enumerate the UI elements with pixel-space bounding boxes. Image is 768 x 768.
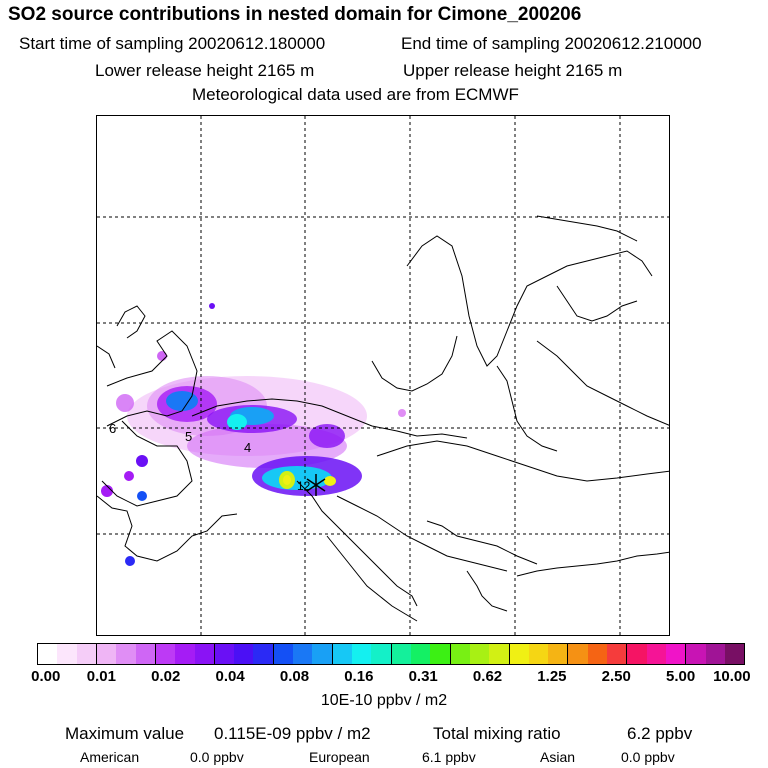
colorbar-segment xyxy=(607,644,626,664)
colorbar-segment xyxy=(136,644,155,664)
colorbar-segment xyxy=(77,644,96,664)
colorbar-segment xyxy=(509,644,529,664)
total-mixing-value: 6.2 ppbv xyxy=(627,724,693,743)
colorbar-segment xyxy=(332,644,352,664)
colorbar-segment xyxy=(391,644,411,664)
lower-release-height: Lower release height 2165 m xyxy=(95,61,315,80)
colorbar-segment xyxy=(411,644,430,664)
colorbar-tick-label: 0.04 xyxy=(215,668,245,685)
colorbar-tick-label: 0.16 xyxy=(344,668,374,685)
colorbar-segment xyxy=(312,644,331,664)
colorbar-tick-label: 5.00 xyxy=(666,668,696,685)
region-european-value: 6.1 ppbv xyxy=(422,749,476,765)
colorbar-tick-label: 0.62 xyxy=(472,668,503,685)
colorbar-ticks xyxy=(0,668,768,690)
colorbar-segment xyxy=(430,644,449,664)
region-american-value: 0.0 ppbv xyxy=(190,749,244,765)
colorbar-tick-label: 0.31 xyxy=(408,668,438,685)
max-value: 0.115E-09 ppbv / m2 xyxy=(214,724,371,743)
colorbar-unit: 10E-10 ppbv / m2 xyxy=(320,692,448,709)
colorbar-segment xyxy=(293,644,312,664)
lat-lon-grid xyxy=(97,116,670,636)
colorbar-segment xyxy=(352,644,371,664)
region-asian-name: Asian xyxy=(540,749,576,765)
colorbar-segment xyxy=(195,644,214,664)
map-label-5: 5 xyxy=(185,429,193,444)
colorbar-segment xyxy=(626,644,646,664)
colorbar-segment xyxy=(470,644,489,664)
colorbar-tick-label: 1.25 xyxy=(537,668,567,685)
colorbar-segment xyxy=(685,644,705,664)
colorbar-segment xyxy=(214,644,234,664)
region-european-name: European xyxy=(309,749,370,765)
colorbar-segment xyxy=(450,644,470,664)
colorbar-segment xyxy=(38,644,57,664)
colorbar-segment xyxy=(96,644,116,664)
colorbar-tick-label: 2.50 xyxy=(601,668,631,685)
max-value-label: Maximum value xyxy=(65,724,185,743)
colorbar-segment xyxy=(706,644,725,664)
colorbar-segment xyxy=(647,644,666,664)
map-label-6: 6 xyxy=(109,421,117,436)
colorbar-segment xyxy=(175,644,194,664)
colorbar-segment xyxy=(529,644,548,664)
colorbar-segment xyxy=(253,644,272,664)
start-time: Start time of sampling 20020612.180000 xyxy=(19,34,326,53)
map-canvas xyxy=(97,116,670,636)
colorbar xyxy=(37,643,745,665)
colorbar-segment xyxy=(155,644,175,664)
colorbar-tick-label: 10.00 xyxy=(713,668,751,685)
map-label-12: 12 xyxy=(297,479,311,493)
colorbar-segment xyxy=(273,644,293,664)
met-data-source: Meteorological data used are from ECMWF xyxy=(192,85,519,104)
region-american-name: American xyxy=(80,749,140,765)
concentration-field xyxy=(101,303,406,566)
colorbar-segment xyxy=(116,644,135,664)
colorbar-tick-label: 0.01 xyxy=(86,668,116,685)
map-label-4: 4 xyxy=(244,440,252,455)
colorbar-segment xyxy=(234,644,253,664)
colorbar-segment xyxy=(489,644,508,664)
colorbar-segment xyxy=(588,644,607,664)
colorbar-tick-label: 0.08 xyxy=(279,668,310,685)
region-asian-value: 0.0 ppbv xyxy=(621,749,675,765)
map-panel[interactable] xyxy=(96,115,670,636)
page-title: SO2 source contributions in nested domain for Cimone_200206 xyxy=(8,4,582,25)
upper-release-height: Upper release height 2165 m xyxy=(403,61,623,80)
colorbar-tick-label: 0.00 xyxy=(31,668,61,685)
colorbar-segment xyxy=(57,644,76,664)
colorbar-segment xyxy=(548,644,567,664)
colorbar-segment xyxy=(371,644,390,664)
colorbar-segment xyxy=(725,644,744,664)
total-mixing-label: Total mixing ratio xyxy=(433,724,561,743)
colorbar-segment xyxy=(666,644,685,664)
colorbar-segment xyxy=(567,644,587,664)
colorbar-tick-label: 0.02 xyxy=(151,668,181,685)
end-time: End time of sampling 20020612.210000 xyxy=(401,34,702,53)
